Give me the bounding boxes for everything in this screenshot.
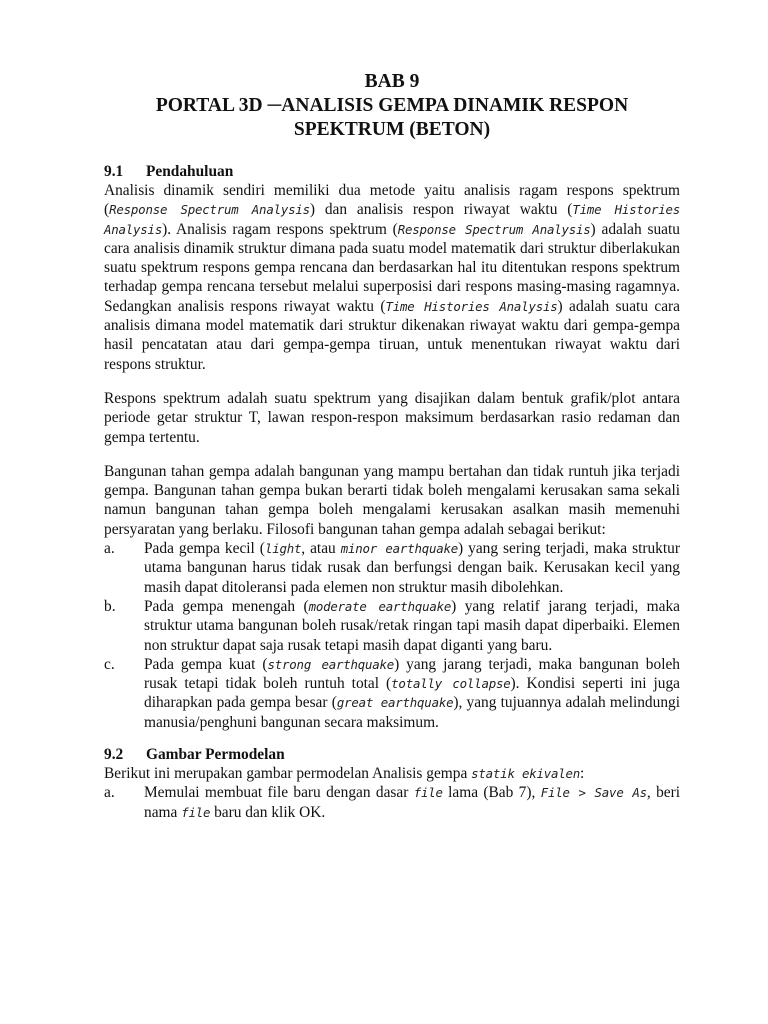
list-item-text: Pada gempa kuat (strong earthquake) yang jarang terjadi, maka bangunan boleh rusak tetapi tidak boleh runtuh total (totally collapse). Kondisi seperti ini juga diharapkan pada gempa besar (great earthquake), yang tujuannya adalah melindungi manusia/penghuni bangunan secara maksimum.	[144, 655, 680, 731]
section-title: Pendahuluan	[146, 163, 234, 180]
term-italic: file	[181, 804, 211, 820]
term-italic: Response Spectrum Analysis	[397, 221, 591, 237]
list-marker: c.	[104, 655, 115, 673]
section-number: 9.1	[104, 163, 124, 180]
term-italic: Time Histories Analysis	[385, 298, 558, 314]
list-item-text: Pada gempa kecil (light, atau minor earthquake) yang sering terjadi, maka struktur utama bangunan harus tidak rusak dan berfungsi dengan baik. Kerusakan kecil yang masih dapat ditoleransi pada elemen non struktur masih dibolehkan.	[144, 540, 680, 596]
list-item-text: Memulai membuat file baru dengan dasar file lama (Bab 7), File > Save As, beri nama file baru dan klik OK.	[144, 784, 681, 821]
term-italic: great earthquake	[336, 695, 454, 711]
chapter-title-line-2: SPEKTRUM (BETON)	[293, 119, 491, 140]
section-heading-9-1	[104, 162, 680, 181]
paragraph-bangunan-tahan-gempa: Bangunan tahan gempa adalah bangunan yang mampu bertahan dan tidak runtuh jika terjadi gempa. Bangunan tahan gempa bukan berarti tidak boleh mengalami kerusakan sama sekali namun bangunan tahan gempa boleh mengalami kerusakan asalkan masih memenuhi persyaratan yang berlaku. Filosofi bangunan tahan gempa adalah sebagai berikut:	[104, 462, 680, 538]
term-italic: File > Save As	[540, 785, 647, 801]
list-marker: b.	[104, 597, 116, 615]
list-marker: a.	[104, 784, 115, 802]
list-item	[104, 539, 680, 597]
term-italic: strong earthquake	[267, 656, 395, 672]
steps-list	[104, 783, 680, 822]
list-item	[104, 783, 680, 822]
philosophy-list	[104, 539, 680, 732]
term-italic: light	[264, 541, 302, 557]
section-heading-9-2	[104, 745, 680, 764]
paragraph-gambar-intro: Berikut ini merupakan gambar permodelan Analisis gempa statik ekivalen:	[104, 765, 585, 783]
chapter-heading	[104, 70, 680, 142]
paragraph-respons-spektrum: Respons spektrum adalah suatu spektrum yang disajikan dalam bentuk grafik/plot antara periode getar struktur T, lawan respon-respon maksimum berdasarkan rasio redaman dan gempa tertentu.	[104, 389, 680, 446]
term-italic: Response Spectrum Analysis	[109, 202, 310, 218]
section-title: Gambar Permodelan	[146, 746, 285, 764]
term-italic: file	[413, 785, 443, 801]
chapter-title-line-1: PORTAL 3D ─ANALISIS GEMPA DINAMIK RESPON	[155, 95, 629, 116]
term-italic: minor earthquake	[340, 541, 459, 557]
list-item	[104, 655, 680, 732]
term-italic: statik ekivalen	[471, 766, 581, 782]
list-item	[104, 597, 680, 655]
term-italic: Time Histories Analysis	[104, 202, 680, 237]
section-number: 9.2	[104, 746, 124, 764]
term-italic: totally collapse	[391, 676, 511, 692]
term-italic: moderate earthquake	[308, 598, 452, 614]
list-marker: a.	[104, 540, 115, 558]
chapter-label: BAB 9	[364, 71, 420, 92]
list-item-text: Pada gempa menengah (moderate earthquake) yang relatif jarang terjadi, maka struktur utama bangunan boleh rusak/retak ringan tapi masih dapat diperbaiki. Elemen non struktur dapat saja rusak tetapi masih dapat diganti yang baru.	[144, 597, 681, 654]
paragraph-intro: Analisis dinamik sendiri memiliki dua metode yaitu analisis ragam respons spektrum (Response Spectrum Analysis) dan analisis respon riwayat waktu (Time Histories Analysis). Analisis ragam respons spektrum (Response Spectrum Analysis) adalah suatu cara analisis dinamik struktur dimana pada suatu model matematik dari struktur diberlakukan suatu spektrum respons gempa rencana dan berdasarkan hal itu ditentukan respons spektrum terhadap gempa rencana tersebut melalui superposisi dari respons masing-masing ragamnya. Sedangkan analisis respons riwayat waktu (Time Histories Analysis) adalah suatu cara analisis dimana model matematik dari struktur dikenakan riwayat waktu dari gempa-gempa hasil pencatatan atau dari gempa-gempa tiruan, untuk menentukan riwayat waktu dari respons struktur.	[104, 182, 681, 373]
